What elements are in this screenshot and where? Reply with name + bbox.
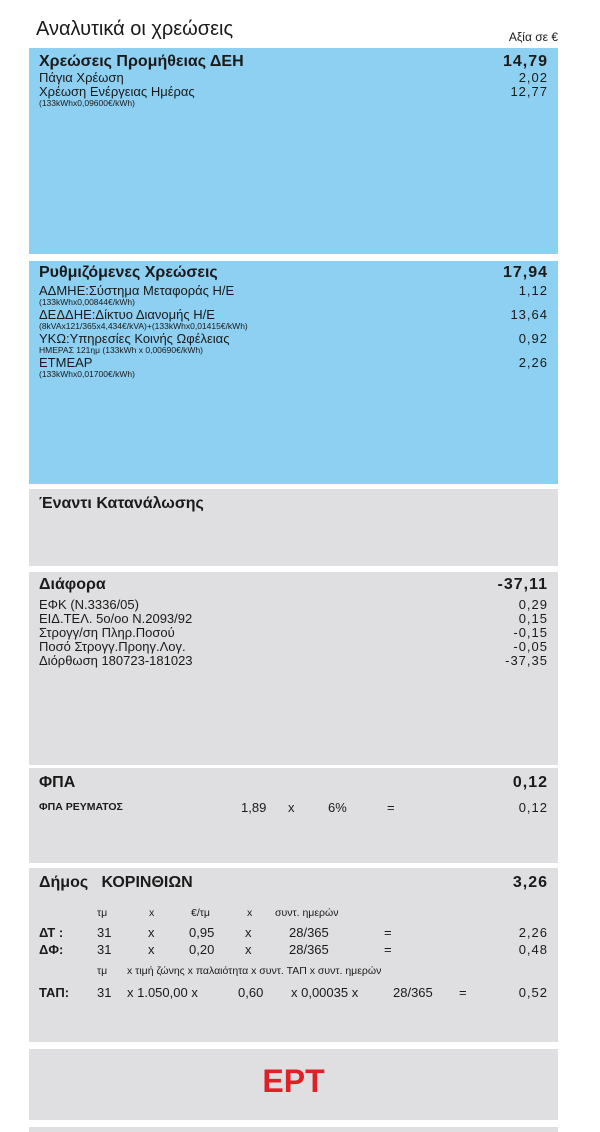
header1-days: συντ. ημερών [275, 907, 339, 919]
df-rate: 0,20 [189, 942, 215, 957]
etmear-value: 2,26 [518, 355, 548, 370]
supplier-charges-panel [29, 48, 558, 254]
tap-zone: x 1.050,00 x [127, 985, 198, 1000]
special-fee-label: ΕΙΔ.ΤΕΛ. 5ο/οο Ν.2093/92 [39, 611, 193, 626]
header1-x2: x [247, 907, 253, 919]
etmear-detail: (133kWhx0,01700€/kWh) [39, 369, 135, 379]
deddie-detail: (8kVAx121/365x4,434€/kVA)+(133kWhx0,01415€/kWh) [39, 321, 248, 331]
tap-label: ΤΑΠ: [39, 985, 70, 1000]
efk-label: ΕΦΚ (Ν.3336/05) [39, 597, 139, 612]
misc-panel [29, 572, 558, 765]
df-days: 28/365 [289, 942, 329, 957]
dt-x1: x [148, 925, 155, 940]
tap-coef: x 0,00035 x [291, 985, 359, 1000]
regulated-charges-panel [29, 261, 558, 484]
df-sqm: 31 [97, 942, 112, 957]
vat-rate: 6% [328, 800, 347, 815]
deddie-value: 13,64 [510, 307, 548, 322]
admie-label: ΑΔΜΗΕ:Σύστημα Μεταφοράς Η/Ε [39, 283, 235, 298]
yko-label: ΥΚΩ:Υπηρεσίες Κοινής Ωφέλειας [39, 331, 230, 346]
efk-value: 0,29 [518, 597, 548, 612]
header-title: Αναλυτικά οι χρεώσεις [36, 18, 234, 40]
tap-days: 28/365 [393, 985, 433, 1000]
admie-value: 1,12 [518, 283, 548, 298]
rounding-label: Στρογγ/ση Πληρ.Ποσού [39, 625, 175, 640]
municipality-name: ΚΟΡΙΝΘΙΩΝ [101, 874, 193, 891]
df-x2: x [245, 942, 252, 957]
energy-charge-detail: (133kWhx0,09600€/kWh) [39, 98, 135, 108]
ert-panel [29, 1049, 558, 1120]
admie-detail: (133kWhx0,00844€/kWh) [39, 297, 135, 307]
dt-label: ΔΤ : [39, 925, 64, 940]
header1-rate: €/τμ [191, 907, 210, 919]
municipality-total: 3,26 [512, 874, 548, 891]
supplier-charges-title: Χρεώσεις Προμήθειας ΔΕΗ [39, 53, 244, 70]
correction-label: Διόρθωση 180723-181023 [39, 653, 193, 668]
df-label: ΔΦ: [39, 942, 64, 957]
tap-sqm: 31 [97, 985, 112, 1000]
prev-rounding-value: -0,05 [513, 639, 548, 654]
bottom-strip [29, 1127, 558, 1132]
fixed-charge-label: Πάγια Χρέωση [39, 70, 124, 85]
header2-sqm: τμ [97, 965, 108, 977]
tap-age: 0,60 [238, 985, 264, 1000]
municipality-title: Δήμος [39, 874, 89, 891]
against-consumption-panel [29, 489, 558, 566]
dt-sqm: 31 [97, 925, 112, 940]
value-column-label: Αξία σε € [508, 30, 558, 44]
energy-charge-value: 12,77 [510, 84, 548, 99]
misc-title: Διάφορα [39, 576, 106, 593]
header1-sqm: τμ [97, 907, 108, 919]
dt-equals: = [384, 925, 392, 940]
yko-detail: ΗΜΕΡΑΣ 121ημ (133kWh x 0,00690€/kWh) [39, 345, 204, 355]
vat-total: 0,12 [512, 774, 548, 791]
vat-panel [29, 768, 558, 863]
special-fee-value: 0,15 [518, 611, 548, 626]
vat-base: 1,89 [241, 800, 267, 815]
vat-times: x [288, 800, 295, 815]
correction-value: -37,35 [505, 653, 548, 668]
fixed-charge-value: 2,02 [518, 70, 548, 85]
energy-charge-label: Χρέωση Ενέργειας Ημέρας [39, 84, 195, 99]
etmear-label: ΕΤΜΕΑΡ [39, 355, 93, 370]
misc-total: -37,11 [497, 576, 548, 593]
vat-title: ΦΠΑ [39, 774, 76, 791]
dt-rate: 0,95 [189, 925, 215, 940]
tap-value: 0,52 [518, 985, 548, 1000]
df-value: 0,48 [518, 942, 548, 957]
yko-value: 0,92 [518, 331, 548, 346]
dt-x2: x [245, 925, 252, 940]
regulated-charges-title: Ρυθμιζόμενες Χρεώσεις [39, 264, 218, 281]
municipality-panel [29, 868, 558, 1042]
deddie-label: ΔΕΔΔΗΕ:Δίκτυο Διανομής Η/Ε [39, 307, 215, 322]
dt-value: 2,26 [518, 925, 548, 940]
vat-line-label: ΦΠΑ ΡΕΥΜΑΤΟΣ [39, 801, 123, 813]
header2-rest: x τιμή ζώνης x παλαιότητα x συντ. ΤΑΠ x συντ. ημερών [127, 965, 382, 977]
header1-x1: x [149, 907, 155, 919]
dt-days: 28/365 [289, 925, 329, 940]
tap-equals: = [459, 985, 467, 1000]
supplier-charges-total: 14,79 [502, 53, 548, 70]
ert-label: ΕΡΤ [262, 1063, 325, 1099]
df-x1: x [148, 942, 155, 957]
rounding-value: -0,15 [513, 625, 548, 640]
regulated-charges-total: 17,94 [502, 264, 548, 281]
prev-rounding-label: Ποσό Στρογγ.Προηγ.Λογ. [39, 639, 186, 654]
vat-line-value: 0,12 [518, 800, 548, 815]
df-equals: = [384, 942, 392, 957]
vat-equals: = [387, 800, 395, 815]
against-consumption-title: Έναντι Κατανάλωσης [39, 495, 204, 512]
